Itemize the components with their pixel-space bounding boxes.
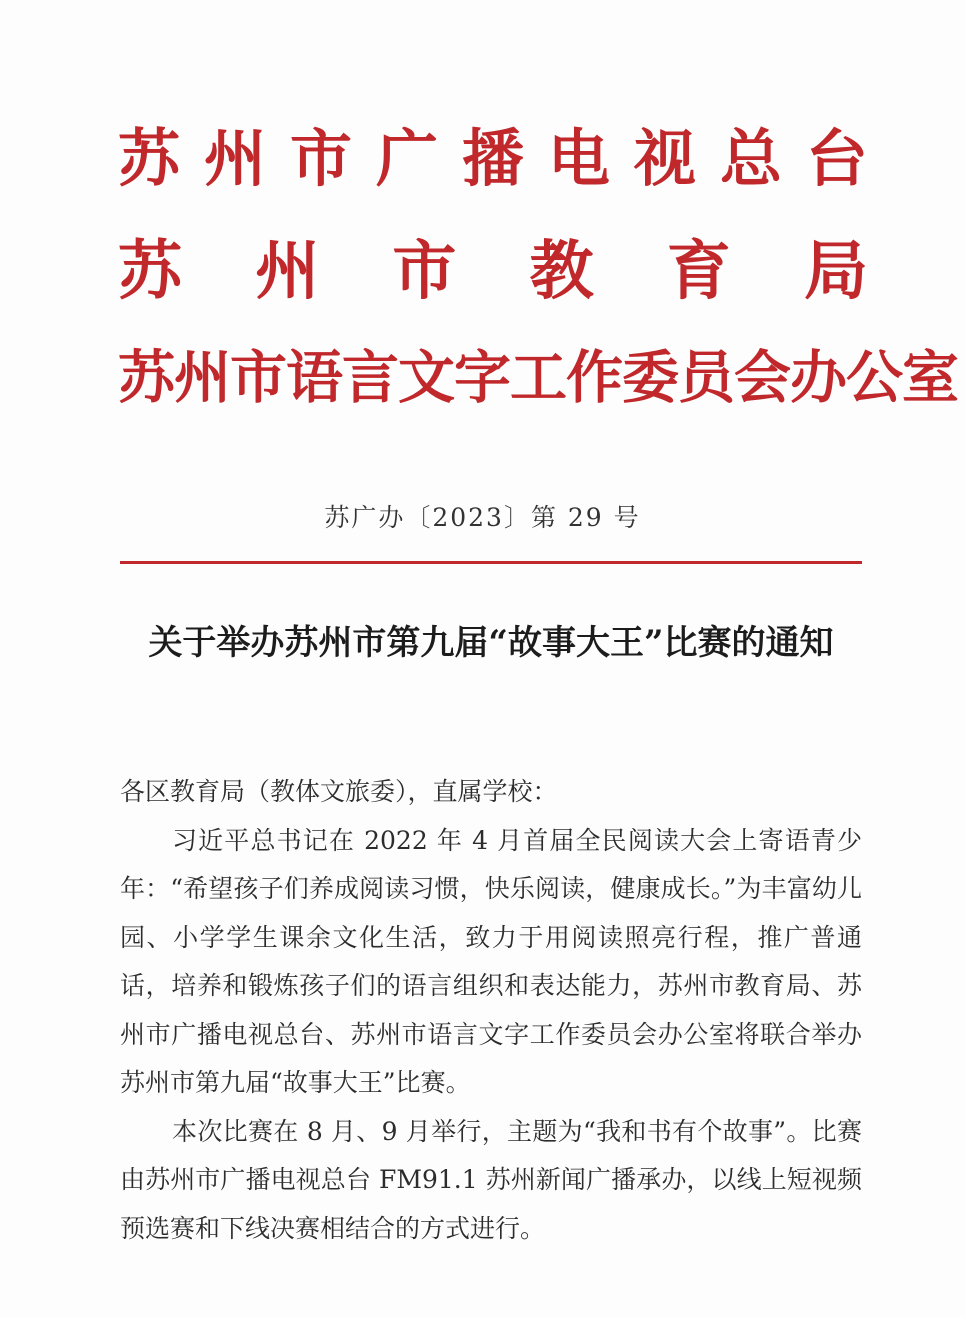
issuer-char: 局 xyxy=(803,235,868,309)
issuer-char: 电 xyxy=(547,122,610,195)
document-body xyxy=(120,768,862,1253)
issuer-char: 市 xyxy=(392,235,457,309)
issuer-text: 苏州市语言文字工作委员会办公室 xyxy=(118,345,958,411)
issuer-char: 总 xyxy=(719,122,782,195)
issuer-char: 播 xyxy=(461,122,524,195)
issuer-char: 苏 xyxy=(118,122,181,195)
issuer-char: 州 xyxy=(255,235,320,309)
document-title: 关于举办苏州市第九届“故事大王”比赛的通知 xyxy=(148,623,834,663)
salutation: 各区教育局（教体文旅委），直属学校： xyxy=(120,777,558,806)
issuer-char: 教 xyxy=(529,235,594,309)
issuer-line-education-bureau xyxy=(118,235,868,309)
red-divider xyxy=(120,561,862,564)
issuer-line-language-committee xyxy=(118,345,958,411)
body-paragraph-2: 本次比赛在 8 月、9 月举行，主题为“我和书有个故事”。比赛由苏州市广播电视总台 FM91.1 苏州新闻广播承办，以线上短视频预选赛和下线决赛相结合的方式进行。 xyxy=(120,1116,862,1243)
issuer-char: 市 xyxy=(289,122,352,195)
issuer-char: 苏 xyxy=(118,235,182,309)
issuer-char: 视 xyxy=(633,122,696,195)
issuer-line-broadcast-tv xyxy=(118,122,868,195)
issuer-char: 台 xyxy=(805,122,868,195)
issuer-char: 育 xyxy=(666,235,731,309)
document-number: 苏广办〔2023〕第 29 号 xyxy=(324,503,641,532)
issuer-char: 广 xyxy=(375,122,438,195)
issuer-char: 州 xyxy=(203,122,266,195)
body-paragraph-1: 习近平总书记在 2022 年 4 月首届全民阅读大会上寄语青少年：“希望孩子们养成阅读习惯，快乐阅读，健康成长。”为丰富幼儿园、小学学生课余文化生活，致力于用阅读照亮行程，推广普通话，培养和锻炼孩子们的语言组织和表达能力，苏州市教育局、苏州市广播电视总台、苏州市语言文字工作委员会办公室将联合举办苏州市第九届“故事大王”比赛。 xyxy=(120,825,862,1097)
